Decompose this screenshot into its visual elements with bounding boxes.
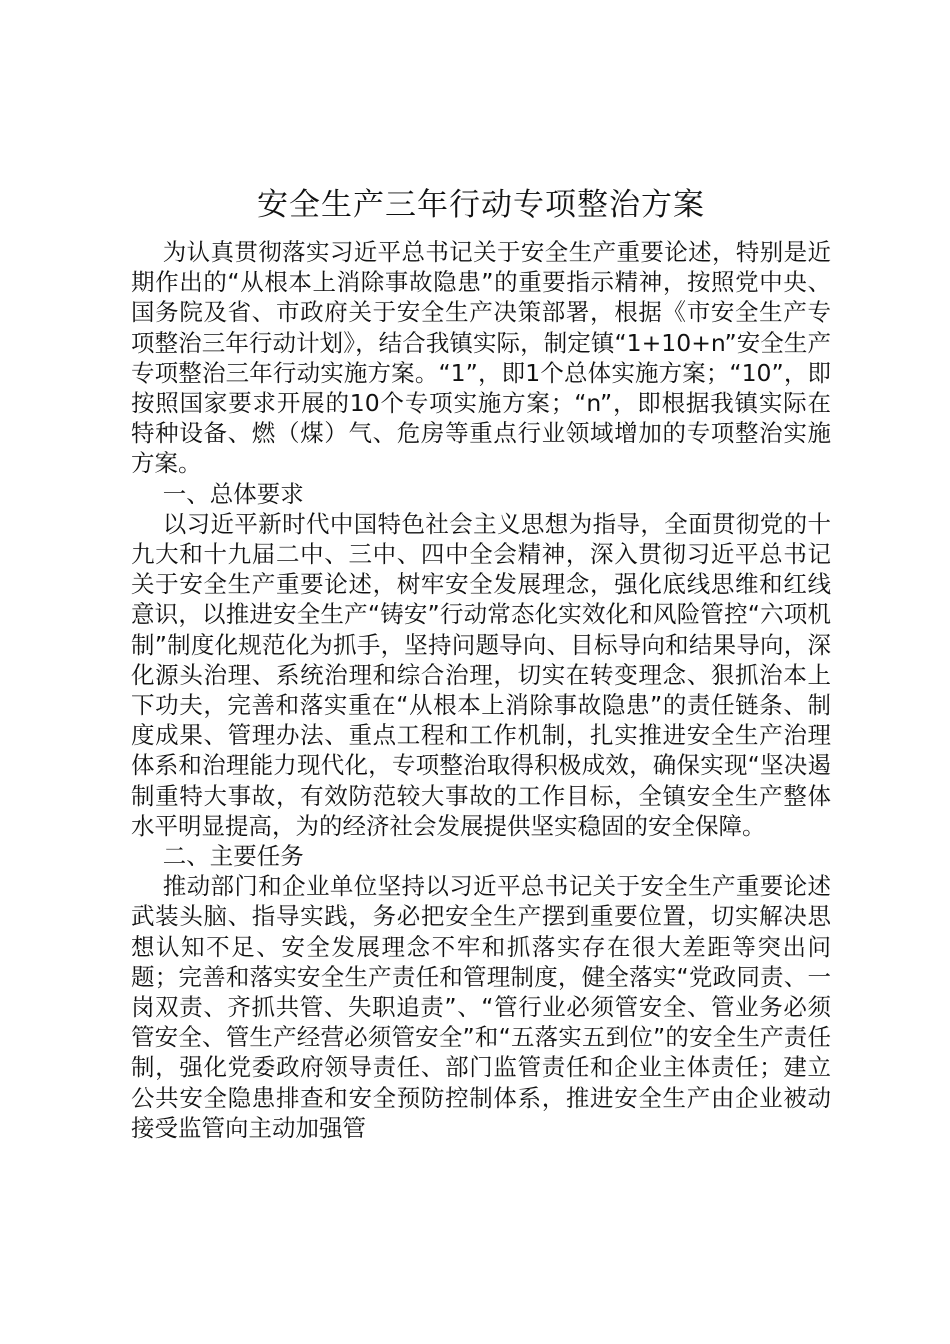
section-paragraph-general-requirements: 以习近平新时代中国特色社会主义思想为指导，全面贯彻党的十九大和十九届二中、三中、四中全会精神，深入贯彻习近平总书记关于安全生产重要论述，树牢安全发展理念，强化底线思维和红线意识，以推进安全生产“铸安”行动常态化实效化和风险管控“六项机制”制度化规范化为抓手，坚持问题导向、目标导向和结果导向，深化源头治理、系统治理和综合治理，切实在转变理念、狠抓治本上下功夫，完善和落实重在“从根本上消除事故隐患”的责任链条、制度成果、管理办法、重点工程和工作机制，扎实推进安全生产治理体系和治理能力现代化，专项整治取得积极成效，确保实现“坚决遏制重特大事故，有效防范较大事故的工作目标，全镇安全生产整体水平明显提高，为的经济社会发展提供坚实稳固的安全保障。 [131,509,831,840]
document-title: 安全生产三年行动专项整治方案 [257,187,705,223]
section-heading-main-tasks: 二、主要任务 [162,842,304,871]
section-heading-general-requirements: 一、总体要求 [162,479,304,508]
intro-paragraph: 为认真贯彻落实习近平总书记关于安全生产重要论述，特别是近期作出的“从根本上消除事故隐患”的重要指示精神，按照党中央、国务院及省、市政府关于安全生产决策部署，根据《市安全生产专项整治三年行动计划》，结合我镇实际，制定镇“1+10+n”安全生产专项整治三年行动实施方案。“1”，即1个总体实施方案；“10”，即按照国家要求开展的10个专项实施方案；“n”，即根据我镇实际在特种设备、燃（煤）气、危房等重点行业领域增加的专项整治实施方案。 [131,238,831,478]
document-body [131,181,831,1143]
section-paragraph-main-tasks: 推动部门和企业单位坚持以习近平总书记关于安全生产重要论述武装头脑、指导实践，务必把安全生产摆到重要位置，切实解决思想认知不足、安全发展理念不牢和抓落实存在很大差距等突出问题；完善和落实安全生产责任和管理制度，健全落实“党政同责、一岗双责、齐抓共管、失职追责”、“管行业必须管安全、管业务必须管安全、管生产经营必须管安全”和“五落实五到位”的安全生产责任制，强化党委政府领导责任、部门监管责任和企业主体责任；建立公共安全隐患排查和安全预防控制体系，推进安全生产由企业被动接受监管向主动加强管 [131,872,831,1142]
